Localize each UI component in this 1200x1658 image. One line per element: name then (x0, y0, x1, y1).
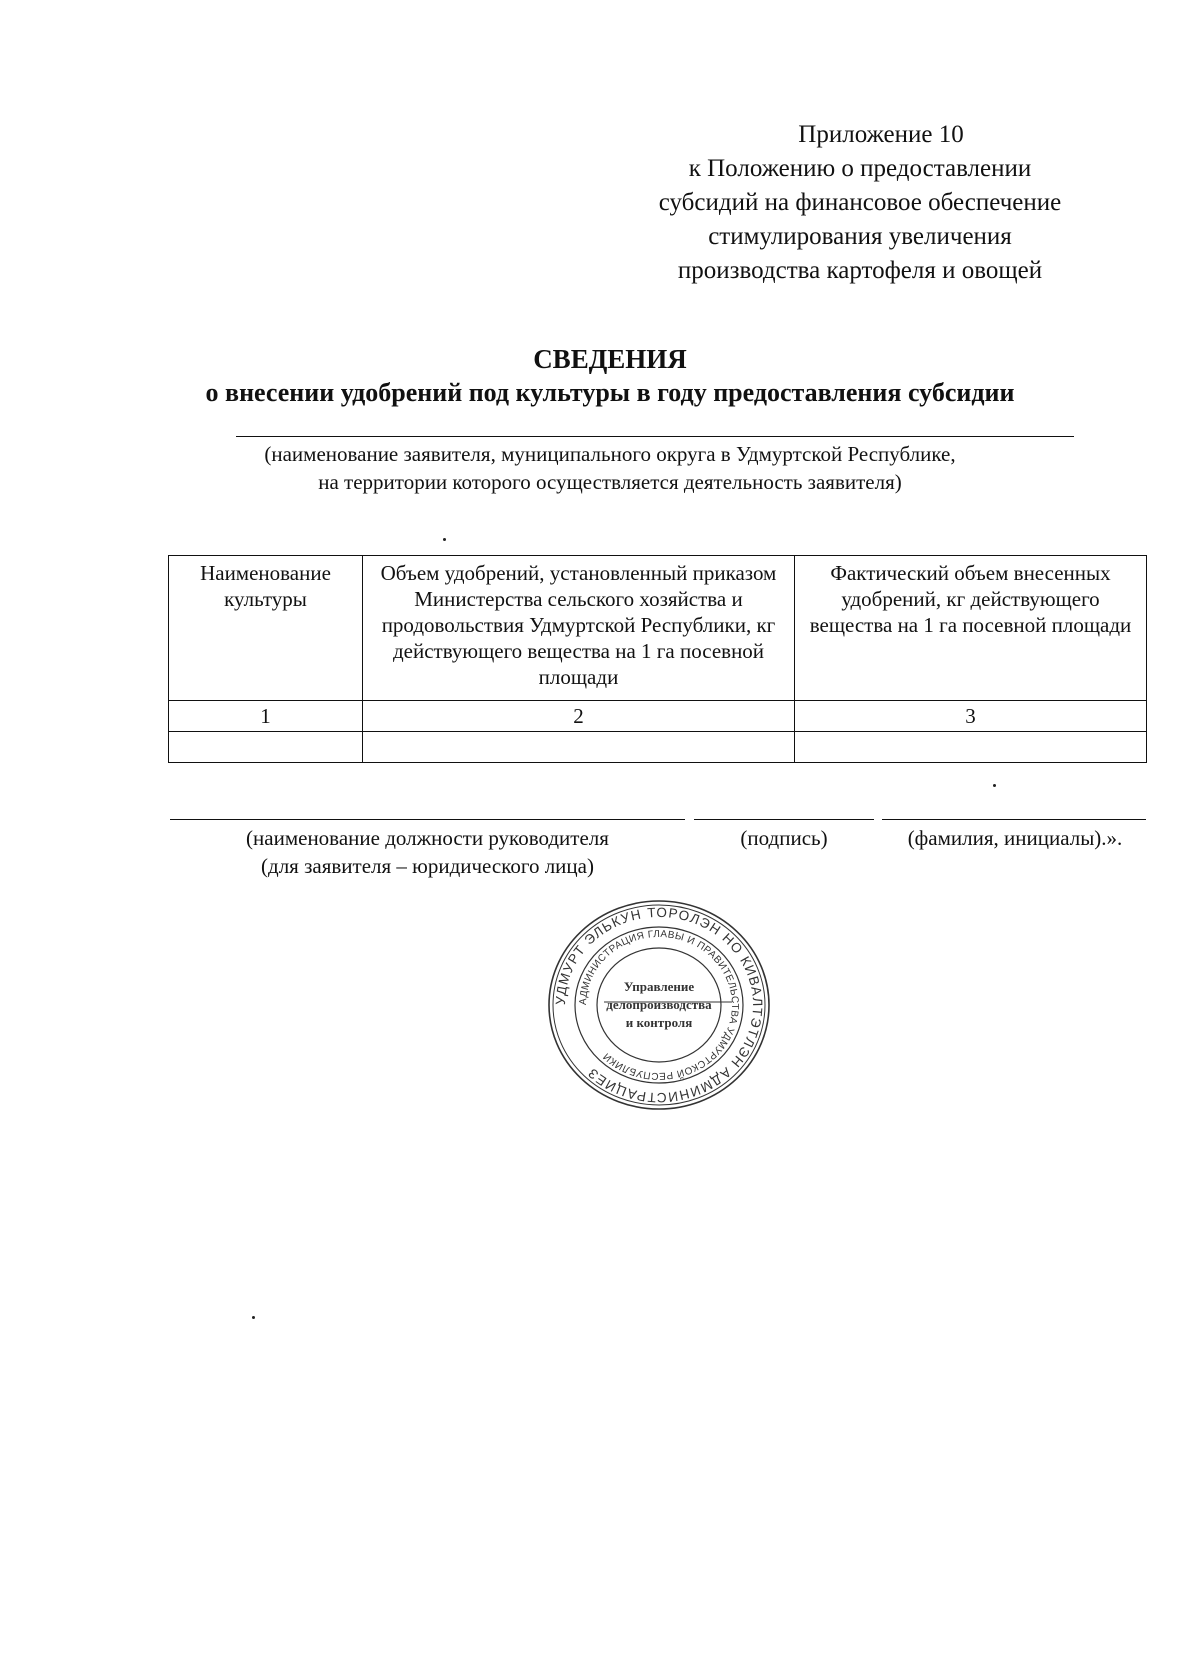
applicant-caption-line: (наименование заявителя, муниципального округа в Удмуртской Республике, (264, 442, 956, 466)
appendix-line: субсидий на финансовое обеспечение (658, 189, 1062, 216)
table-empty-row (169, 732, 1147, 763)
position-caption (170, 824, 685, 880)
appendix-line: стимулирования увеличения (708, 223, 1012, 250)
stamp-center-line: Управление (623, 979, 695, 994)
name-caption: (фамилия, инициалы).». (907, 826, 1123, 850)
scan-speck (993, 784, 996, 787)
table-number-row (169, 701, 1147, 732)
empty-cell (169, 732, 363, 763)
position-fill-line (170, 819, 685, 820)
position-caption-line: (наименование должности руководителя (246, 826, 609, 850)
document-subtitle: о внесении удобрений под культуры в году предоставления субсидии (205, 378, 1015, 407)
appendix-line: к Положению о предоставлении (688, 155, 1032, 182)
stamp-center-line: и контроля (625, 1015, 693, 1030)
signature-fill-line (694, 819, 874, 820)
stamp-inner-text: АДМИНИСТРАЦИЯ ГЛАВЫ И ПРАВИТЕЛЬСТВА УДМУРТСКОЙ РЕСПУБЛИКИ (577, 928, 741, 1082)
column-number: 3 (795, 701, 1147, 732)
signature-caption: (подпись) (740, 826, 828, 850)
name-fill-line (882, 819, 1146, 820)
scan-speck (443, 538, 446, 541)
appendix-block (600, 118, 1120, 288)
official-stamp (544, 898, 774, 1112)
stamp-center-line: делопроизводства (606, 997, 712, 1012)
stamp-outer-text: УДМУРТ ЭЛЬКУН ТОРОЛЭН НО КИВАЛТЭТЛЭН АДМИНИСТРАЦИЕЗ (552, 904, 766, 1106)
position-caption-line: (для заявителя – юридического лица) (261, 854, 594, 878)
empty-cell (795, 732, 1147, 763)
column-number: 2 (363, 701, 795, 732)
appendix-line: производства картофеля и овощей (677, 257, 1043, 284)
empty-cell (363, 732, 795, 763)
fertilizer-table (168, 555, 1147, 763)
applicant-caption (150, 440, 1070, 496)
scan-speck (252, 1316, 255, 1319)
table-header-row (169, 556, 1147, 701)
appendix-title: Приложение 10 (798, 121, 964, 148)
header-actual-volume: Фактический объем внесенных удобрений, кг действующего вещества на 1 га посевной площади (795, 556, 1147, 701)
document-title: СВЕДЕНИЯ (533, 344, 687, 374)
header-crop-name: Наименование культуры (169, 556, 363, 701)
applicant-caption-line: на территории которого осуществляется деятельность заявителя) (318, 470, 902, 494)
header-established-volume: Объем удобрений, установленный приказом Министерства сельского хозяйства и продовольствия Удмуртской Республики, кг действующего вещества на 1 га посевной площади (363, 556, 795, 701)
applicant-fill-line (236, 436, 1074, 437)
column-number: 1 (169, 701, 363, 732)
